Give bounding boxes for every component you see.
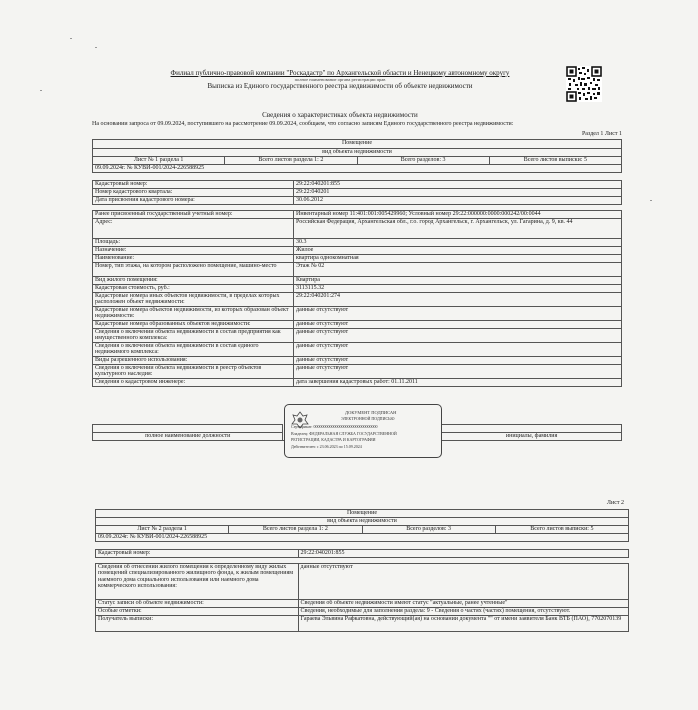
header-block — [150, 70, 530, 90]
row-label: Статус записи об объекте недвижимости: — [96, 600, 299, 608]
sheet2-cad-value: 29:22:040201:855 — [298, 550, 628, 558]
row-label: Назначение: — [93, 247, 294, 255]
sheet2-doc-number: 09.09.2024г. № КУВИ-001/2024-226588925 — [96, 534, 629, 542]
qr-code-icon — [566, 66, 602, 102]
row-value: квартира однокомнатная — [294, 255, 622, 263]
row-label: Адрес: — [93, 219, 294, 239]
row-value: данные отсутствуют — [294, 329, 622, 343]
row-label: Номер, тип этажа, на котором расположено помещение, машино-место — [93, 263, 294, 277]
scan-speck — [40, 90, 42, 91]
row-label: Сведения о включении объекта недвижимости в состав предприятия как имущественного комплекса: — [93, 329, 294, 343]
row-value: дата завершения кадастровых работ: 01.11.2011 — [294, 379, 622, 387]
row-value: Российская Федерация, Архангельская обл., г.о. город Архангельск, г. Архангельск, ул. Гагарина, д. 9, кв. 44 — [294, 219, 622, 239]
stamp-owner: Владелец: ФЕДЕРАЛЬНАЯ СЛУЖБА ГОСУДАРСТВЕННОЙ — [291, 431, 397, 436]
row-label: Виды разрешенного использования: — [93, 357, 294, 365]
row-value: данные отсутствуют — [298, 564, 628, 600]
row-value: Сведения об объекте недвижимости имеют статус "актуальные, ранее учтенные" — [298, 600, 628, 608]
row-value: данные отсутствуют — [294, 343, 622, 357]
row-value: Квартира — [294, 277, 622, 285]
row-label: Кадастровый номер: — [93, 181, 294, 189]
row-label: Ранее присвоенный государственный учетный номер: — [93, 211, 294, 219]
row-label: Наименование: — [93, 255, 294, 263]
doc-number: 09.09.2024г. № КУВИ-001/2024-226588925 — [93, 165, 622, 173]
row-value: данные отсутствуют — [294, 307, 622, 321]
electronic-signature-stamp — [284, 404, 442, 458]
basis-text: На основании запроса от 09.09.2024, поступившего на рассмотрение 09.09.2024, сообщаем, что согласно записям Единого государственного реестра недвижимости: — [92, 121, 514, 127]
row-value: данные отсутствуют — [294, 321, 622, 329]
sheet2-sheet-number: Лист № 2 раздела 1 — [96, 526, 229, 534]
sheet-number: Лист № 1 раздела 1 — [93, 157, 225, 165]
scan-speck — [70, 38, 72, 39]
section-sheets-total: Всего листов раздела 1: 2 — [225, 157, 357, 165]
row-label: Дата присвоения кадастрового номера: — [93, 197, 294, 205]
scan-speck — [95, 47, 97, 48]
extract-title: Выписка из Единого государственного реестра недвижимости об объекте недвижимости — [207, 81, 473, 90]
row-label: Сведения о включении объекта недвижимости в реестр объектов культурного наследия: — [93, 365, 294, 379]
stamp-certificate: Сертификат: 00000000000000000000000000000000 — [291, 424, 378, 429]
row-value: Гараева Эльвина Рафкатовна, действующий(ая) на основании документа "" от имени заявителя Банк ВТБ (ПАО), 7702070139 — [298, 616, 628, 632]
row-label: Кадастровые номера образованных объектов недвижимости: — [93, 321, 294, 329]
sheet2-object-type: Помещение — [96, 510, 629, 518]
stamp-title: ДОКУМЕНТ ПОДПИСАН — [345, 410, 397, 415]
row-value: Этаж № 02 — [294, 263, 622, 277]
row-value: данные отсутствуют — [294, 357, 622, 365]
row-value: Сведения, необходимые для заполнения раздела: 9 - Сведения о частях (частях) помещения, отсутствуют. — [298, 608, 628, 616]
row-label: Площадь: — [93, 239, 294, 247]
row-value: 30.3 — [294, 239, 622, 247]
object-type-caption: вид объекта недвижимости — [93, 149, 622, 157]
branch-name: Филиал публично-правовой компании "Роскадастр" по Архангельской области и Ненецкому автономному округу — [170, 69, 510, 77]
sheet2-sections-total: Всего разделов: 3 — [362, 526, 495, 534]
stamp-validity: Действителен: с 23.06.2023 по 15.09.2024 — [291, 444, 362, 449]
signature-position-caption: полное наименование должности — [93, 433, 283, 441]
sheet2-section-sheets-total: Всего листов раздела 1: 2 — [229, 526, 362, 534]
row-value: 30.06.2012 — [294, 197, 622, 205]
sheet2-extract-sheets-total: Всего листов выписки: 5 — [495, 526, 628, 534]
sheet2-details-table — [95, 549, 629, 632]
row-label: Особые отметки: — [96, 608, 299, 616]
row-value: 29:22:040201:855 — [294, 181, 622, 189]
row-label: Кадастровые номера объектов недвижимости, из которых образован объект недвижимости: — [93, 307, 294, 321]
row-label: Сведения о кадастровом инженере: — [93, 379, 294, 387]
row-value: данные отсутствуют — [294, 365, 622, 379]
row-value: Инвентарный номер 11:401:001:005429960; Условный номер 29:22:000000:0000:000242/00:0044 — [294, 211, 622, 219]
stamp-subtitle: ЭЛЕКТРОННОЙ ПОДПИСЬЮ — [341, 416, 395, 421]
object-type: Помещение — [93, 140, 622, 149]
sheet2-cad-label: Кадастровый номер: — [96, 550, 299, 558]
row-label: Номер кадастрового квартала: — [93, 189, 294, 197]
row-label: Сведения об отнесении жилого помещения к определенному виду жилых помещений специализированного жилищного фонда, к жилым помещениям наемного дома социального использования или наемного дома коммерческого использования: — [96, 564, 299, 600]
sheet2-label: Лист 2 — [606, 500, 624, 506]
section-title: Сведения о характеристиках объекта недвижимости — [262, 111, 418, 119]
sheet2-header-table — [95, 509, 629, 542]
sheet2-object-type-caption: вид объекта недвижимости — [96, 518, 629, 526]
row-value: 29:22:040201 — [294, 189, 622, 197]
sections-total: Всего разделов: 3 — [357, 157, 489, 165]
row-label: Вид жилого помещения: — [93, 277, 294, 285]
row-value: Жилое — [294, 247, 622, 255]
sheet1-header-table — [92, 139, 622, 173]
scan-speck — [650, 200, 652, 201]
stamp-owner-cont: РЕГИСТРАЦИИ, КАДАСТРА И КАРТОГРАФИИ — [291, 437, 376, 442]
signature-name-caption: инициалы, фамилия — [442, 433, 622, 441]
row-value: 3113115.32 — [294, 285, 622, 293]
row-label: Получатель выписки: — [96, 616, 299, 632]
extract-sheets-total: Всего листов выписки: 5 — [489, 157, 621, 165]
row-label: Кадастровые номера иных объектов недвижимости, в пределах которых расположен объект недвижимости: — [93, 293, 294, 307]
branch-caption: полное наименование органа регистрации прав — [294, 76, 386, 82]
sheet1-details-table — [92, 180, 622, 387]
section-label: Раздел 1 Лист 1 — [581, 131, 622, 137]
row-value: 29:22:040201:274 — [294, 293, 622, 307]
row-label: Кадастровая стоимость, руб.: — [93, 285, 294, 293]
row-label: Сведения о включении объекта недвижимости в состав единого недвижимого комплекса: — [93, 343, 294, 357]
